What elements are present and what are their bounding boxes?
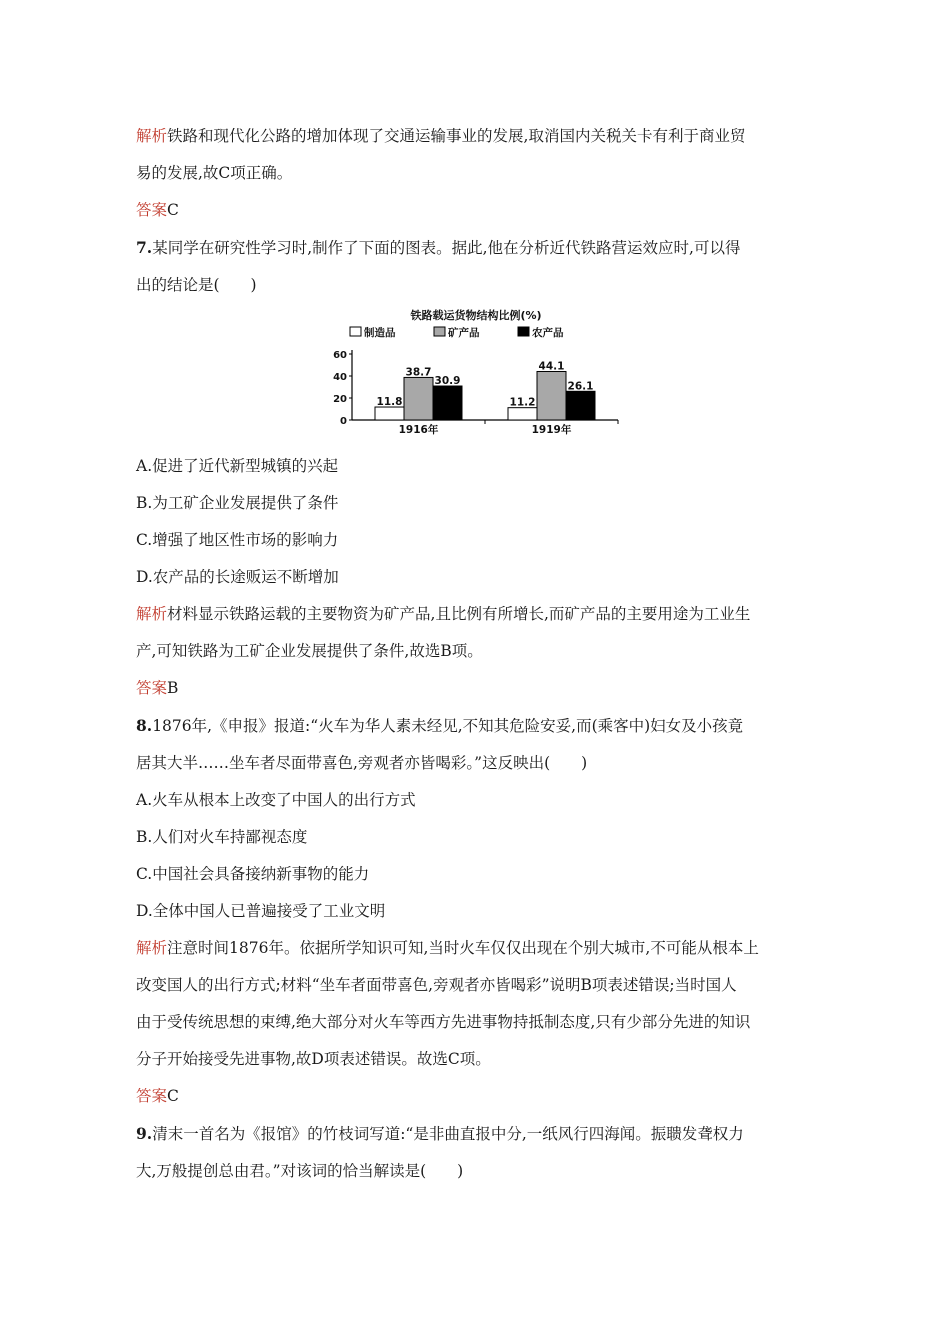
option-b: B.为工矿企业发展提供了条件 <box>136 494 339 512</box>
data-label: 11.8 <box>376 396 403 409</box>
x-tick-label: 1919年 <box>531 424 572 436</box>
option-b: B.人们对火车持鄙视态度 <box>136 828 308 846</box>
answer-line <box>136 192 816 229</box>
analysis-line: 分子开始接受先进事物,故D项表述错误。故选C项。 <box>136 1050 491 1068</box>
bar <box>375 407 404 420</box>
y-tick-label: 20 <box>333 394 347 405</box>
analysis-tag: 解析 <box>136 605 168 623</box>
bar-chart <box>326 308 626 438</box>
answer-tag: 答案 <box>136 679 168 697</box>
analysis-line: 解析材料显示铁路运载的主要物资为矿产品,且比例有所增长,而矿产品的主要用途为工业生 <box>136 605 751 623</box>
analysis-line: 解析注意时间1876年。依据所学知识可知,当时火车仅仅出现在个别大城市,不可能从根本上 <box>136 939 759 957</box>
data-label: 11.2 <box>509 396 536 409</box>
analysis-line: 改变国人的出行方式;材料“坐车者面带喜色,旁观者亦皆喝彩”说明B项表述错误;当时国人 <box>136 976 737 994</box>
y-tick-label: 40 <box>333 372 347 383</box>
question-stem: 大,万般提创总由君。”对该词的恰当解读是( ) <box>136 1162 464 1180</box>
question-number: 7. <box>136 238 153 257</box>
x-tick-label: 1916年 <box>398 424 439 436</box>
data-label: 26.1 <box>567 380 594 393</box>
data-label: 38.7 <box>405 366 432 379</box>
answer-tag: 答案 <box>136 201 168 219</box>
question-number: 9. <box>136 1124 153 1143</box>
analysis-tag: 解析 <box>136 127 168 145</box>
question-stem: 出的结论是( ) <box>136 276 257 294</box>
chart-container <box>136 308 816 448</box>
answer-value: C <box>167 201 179 219</box>
option-c: C.中国社会具备接纳新事物的能力 <box>136 865 370 883</box>
answer-line <box>136 1078 816 1115</box>
question-stem: 9.清末一首名为《报馆》的竹枝词写道:“是非曲直报中分,一纸风行四海闻。振聩发聋权力 <box>136 1124 744 1143</box>
bar <box>508 408 537 420</box>
option-a: A.促进了近代新型城镇的兴起 <box>136 457 339 475</box>
legend-label: 农产品 <box>532 327 564 339</box>
analysis-tag: 解析 <box>136 939 168 957</box>
y-tick-label: 0 <box>340 416 347 427</box>
option-c: C.增强了地区性市场的影响力 <box>136 531 339 549</box>
bar <box>404 377 433 420</box>
answer-tag: 答案 <box>136 1087 168 1105</box>
document-page <box>136 118 816 1190</box>
bar <box>537 371 566 420</box>
answer-value: C <box>167 1087 179 1105</box>
question-stem: 居其大半……坐车者尽面带喜色,旁观者亦皆喝彩。”这反映出( ) <box>136 754 588 772</box>
bar <box>566 391 595 420</box>
legend-swatch <box>434 327 445 336</box>
question-stem: 7.某同学在研究性学习时,制作了下面的图表。据此,他在分析近代铁路营运效应时,可以得 <box>136 238 741 257</box>
answer-line <box>136 670 816 707</box>
chart-title: 铁路载运货物结构比例(%) <box>410 309 542 322</box>
answer-value: B <box>167 679 179 697</box>
question-number: 8. <box>136 716 153 735</box>
data-label: 44.1 <box>538 360 565 373</box>
y-tick-label: 60 <box>333 350 347 361</box>
option-d: D.农产品的长途贩运不断增加 <box>136 568 339 586</box>
analysis-line: 产,可知铁路为工矿企业发展提供了条件,故选B项。 <box>136 642 483 660</box>
analysis-line: 由于受传统思想的束缚,绝大部分对火车等西方先进事物持抵制态度,只有少部分先进的知识 <box>136 1013 751 1031</box>
analysis-line: 易的发展,故C项正确。 <box>136 164 293 182</box>
bar <box>433 386 462 420</box>
legend-swatch <box>518 327 529 336</box>
legend-label: 矿产品 <box>448 327 480 339</box>
question-stem: 8.1876年,《申报》报道:“火车为华人素未经见,不知其危险安妥,而(乘客中)妇女及小孩竟 <box>136 716 744 735</box>
option-d: D.全体中国人已普遍接受了工业文明 <box>136 902 386 920</box>
legend-label: 制造品 <box>364 327 396 339</box>
data-label: 30.9 <box>434 375 461 388</box>
analysis-line: 解析铁路和现代化公路的增加体现了交通运输事业的发展,取消国内关税关卡有利于商业贸 <box>136 127 746 145</box>
option-a: A.火车从根本上改变了中国人的出行方式 <box>136 791 416 809</box>
legend-swatch <box>350 327 361 336</box>
